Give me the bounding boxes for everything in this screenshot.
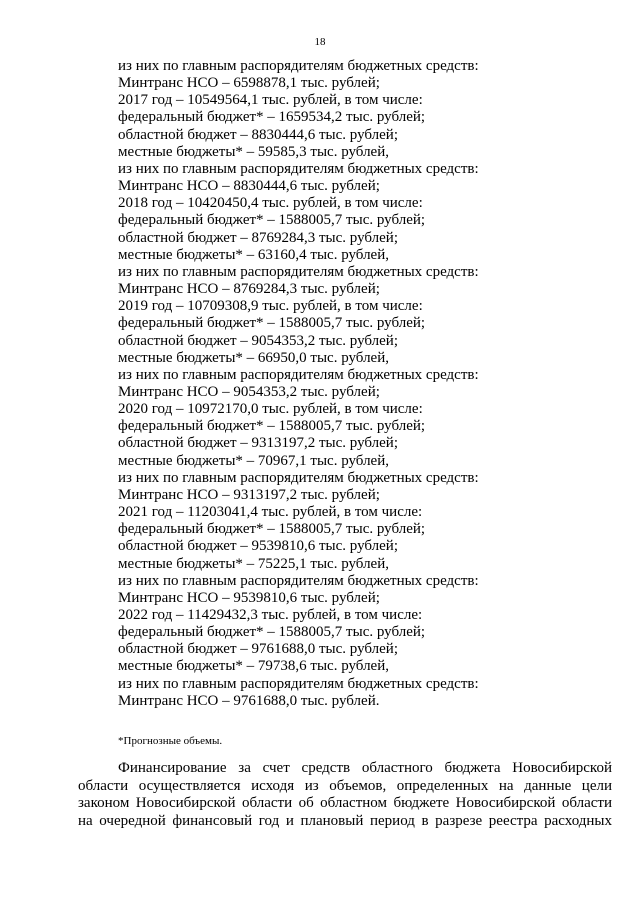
funding-line: областной бюджет – 9313197,2 тыс. рублей; <box>118 435 398 452</box>
funding-line: областной бюджет – 8830444,6 тыс. рублей; <box>118 126 398 143</box>
funding-line: из них по главным распорядителям бюджетных средств: <box>118 366 479 383</box>
funding-line: из них по главным распорядителям бюджетных средств: <box>118 263 479 280</box>
funding-line: 2019 год – 10709308,9 тыс. рублей, в том числе: <box>118 298 423 315</box>
funding-line: Минтранс НСО – 8769284,3 тыс. рублей; <box>118 281 380 298</box>
funding-line: Минтранс НСО – 6598878,1 тыс. рублей; <box>118 75 380 92</box>
funding-line: из них по главным распорядителям бюджетных средств: <box>118 160 479 177</box>
funding-line: 2018 год – 10420450,4 тыс. рублей, в том числе: <box>118 195 423 212</box>
funding-line: областной бюджет – 9054353,2 тыс. рублей; <box>118 332 398 349</box>
funding-line: областной бюджет – 9539810,6 тыс. рублей; <box>118 538 398 555</box>
funding-line: федеральный бюджет* – 1588005,7 тыс. рублей; <box>118 624 426 641</box>
paragraph-line: области осуществляется исходя из объемов, определенных на данные цели <box>78 777 612 794</box>
funding-line: областной бюджет – 8769284,3 тыс. рублей; <box>118 229 398 246</box>
funding-line: Минтранс НСО – 8830444,6 тыс. рублей; <box>118 178 380 195</box>
paragraph-line: Финансирование за счет средств областного бюджета Новосибирской <box>118 760 612 776</box>
funding-line: федеральный бюджет* – 1588005,7 тыс. рублей; <box>118 418 426 435</box>
funding-line: Минтранс НСО – 9761688,0 тыс. рублей. <box>118 692 380 709</box>
funding-line: местные бюджеты* – 66950,0 тыс. рублей, <box>118 349 389 366</box>
funding-line: федеральный бюджет* – 1659534,2 тыс. рублей; <box>118 109 426 126</box>
funding-line: местные бюджеты* – 63160,4 тыс. рублей, <box>118 246 389 263</box>
paragraph-line: на очередной финансовый год и плановый период в разрезе реестра расходных <box>78 812 612 829</box>
funding-line: Минтранс НСО – 9054353,2 тыс. рублей; <box>118 383 380 400</box>
funding-line: 2017 год – 10549564,1 тыс. рублей, в том числе: <box>118 92 423 109</box>
funding-list <box>118 58 588 710</box>
funding-line: местные бюджеты* – 59585,3 тыс. рублей, <box>118 143 389 160</box>
body-paragraph <box>78 760 612 830</box>
funding-line: 2022 год – 11429432,3 тыс. рублей, в том числе: <box>118 607 423 623</box>
funding-line: федеральный бюджет* – 1588005,7 тыс. рублей; <box>118 315 426 332</box>
paragraph-line: законом Новосибирской области об областном бюджете Новосибирской области <box>78 795 612 811</box>
funding-line: местные бюджеты* – 70967,1 тыс. рублей, <box>118 452 389 469</box>
funding-line: из них по главным распорядителям бюджетных средств: <box>118 469 479 486</box>
funding-line: из них по главным распорядителям бюджетных средств: <box>118 675 479 692</box>
funding-line: федеральный бюджет* – 1588005,7 тыс. рублей; <box>118 212 426 229</box>
footnote: *Прогнозные объемы. <box>118 735 223 747</box>
funding-line: федеральный бюджет* – 1588005,7 тыс. рублей; <box>118 521 426 538</box>
funding-line: местные бюджеты* – 75225,1 тыс. рублей, <box>118 555 389 572</box>
funding-line: местные бюджеты* – 79738,6 тыс. рублей, <box>118 658 389 675</box>
page-number: 18 <box>314 36 326 48</box>
funding-line: Минтранс НСО – 9539810,6 тыс. рублей; <box>118 589 380 606</box>
funding-line: из них по главным распорядителям бюджетных средств: <box>118 58 479 74</box>
funding-line: Минтранс НСО – 9313197,2 тыс. рублей; <box>118 486 380 503</box>
funding-line: 2020 год – 10972170,0 тыс. рублей, в том числе: <box>118 401 423 418</box>
funding-line: из них по главным распорядителям бюджетных средств: <box>118 572 479 589</box>
funding-line: 2021 год – 11203041,4 тыс. рублей, в том числе: <box>118 504 423 521</box>
funding-line: областной бюджет – 9761688,0 тыс. рублей; <box>118 641 398 658</box>
